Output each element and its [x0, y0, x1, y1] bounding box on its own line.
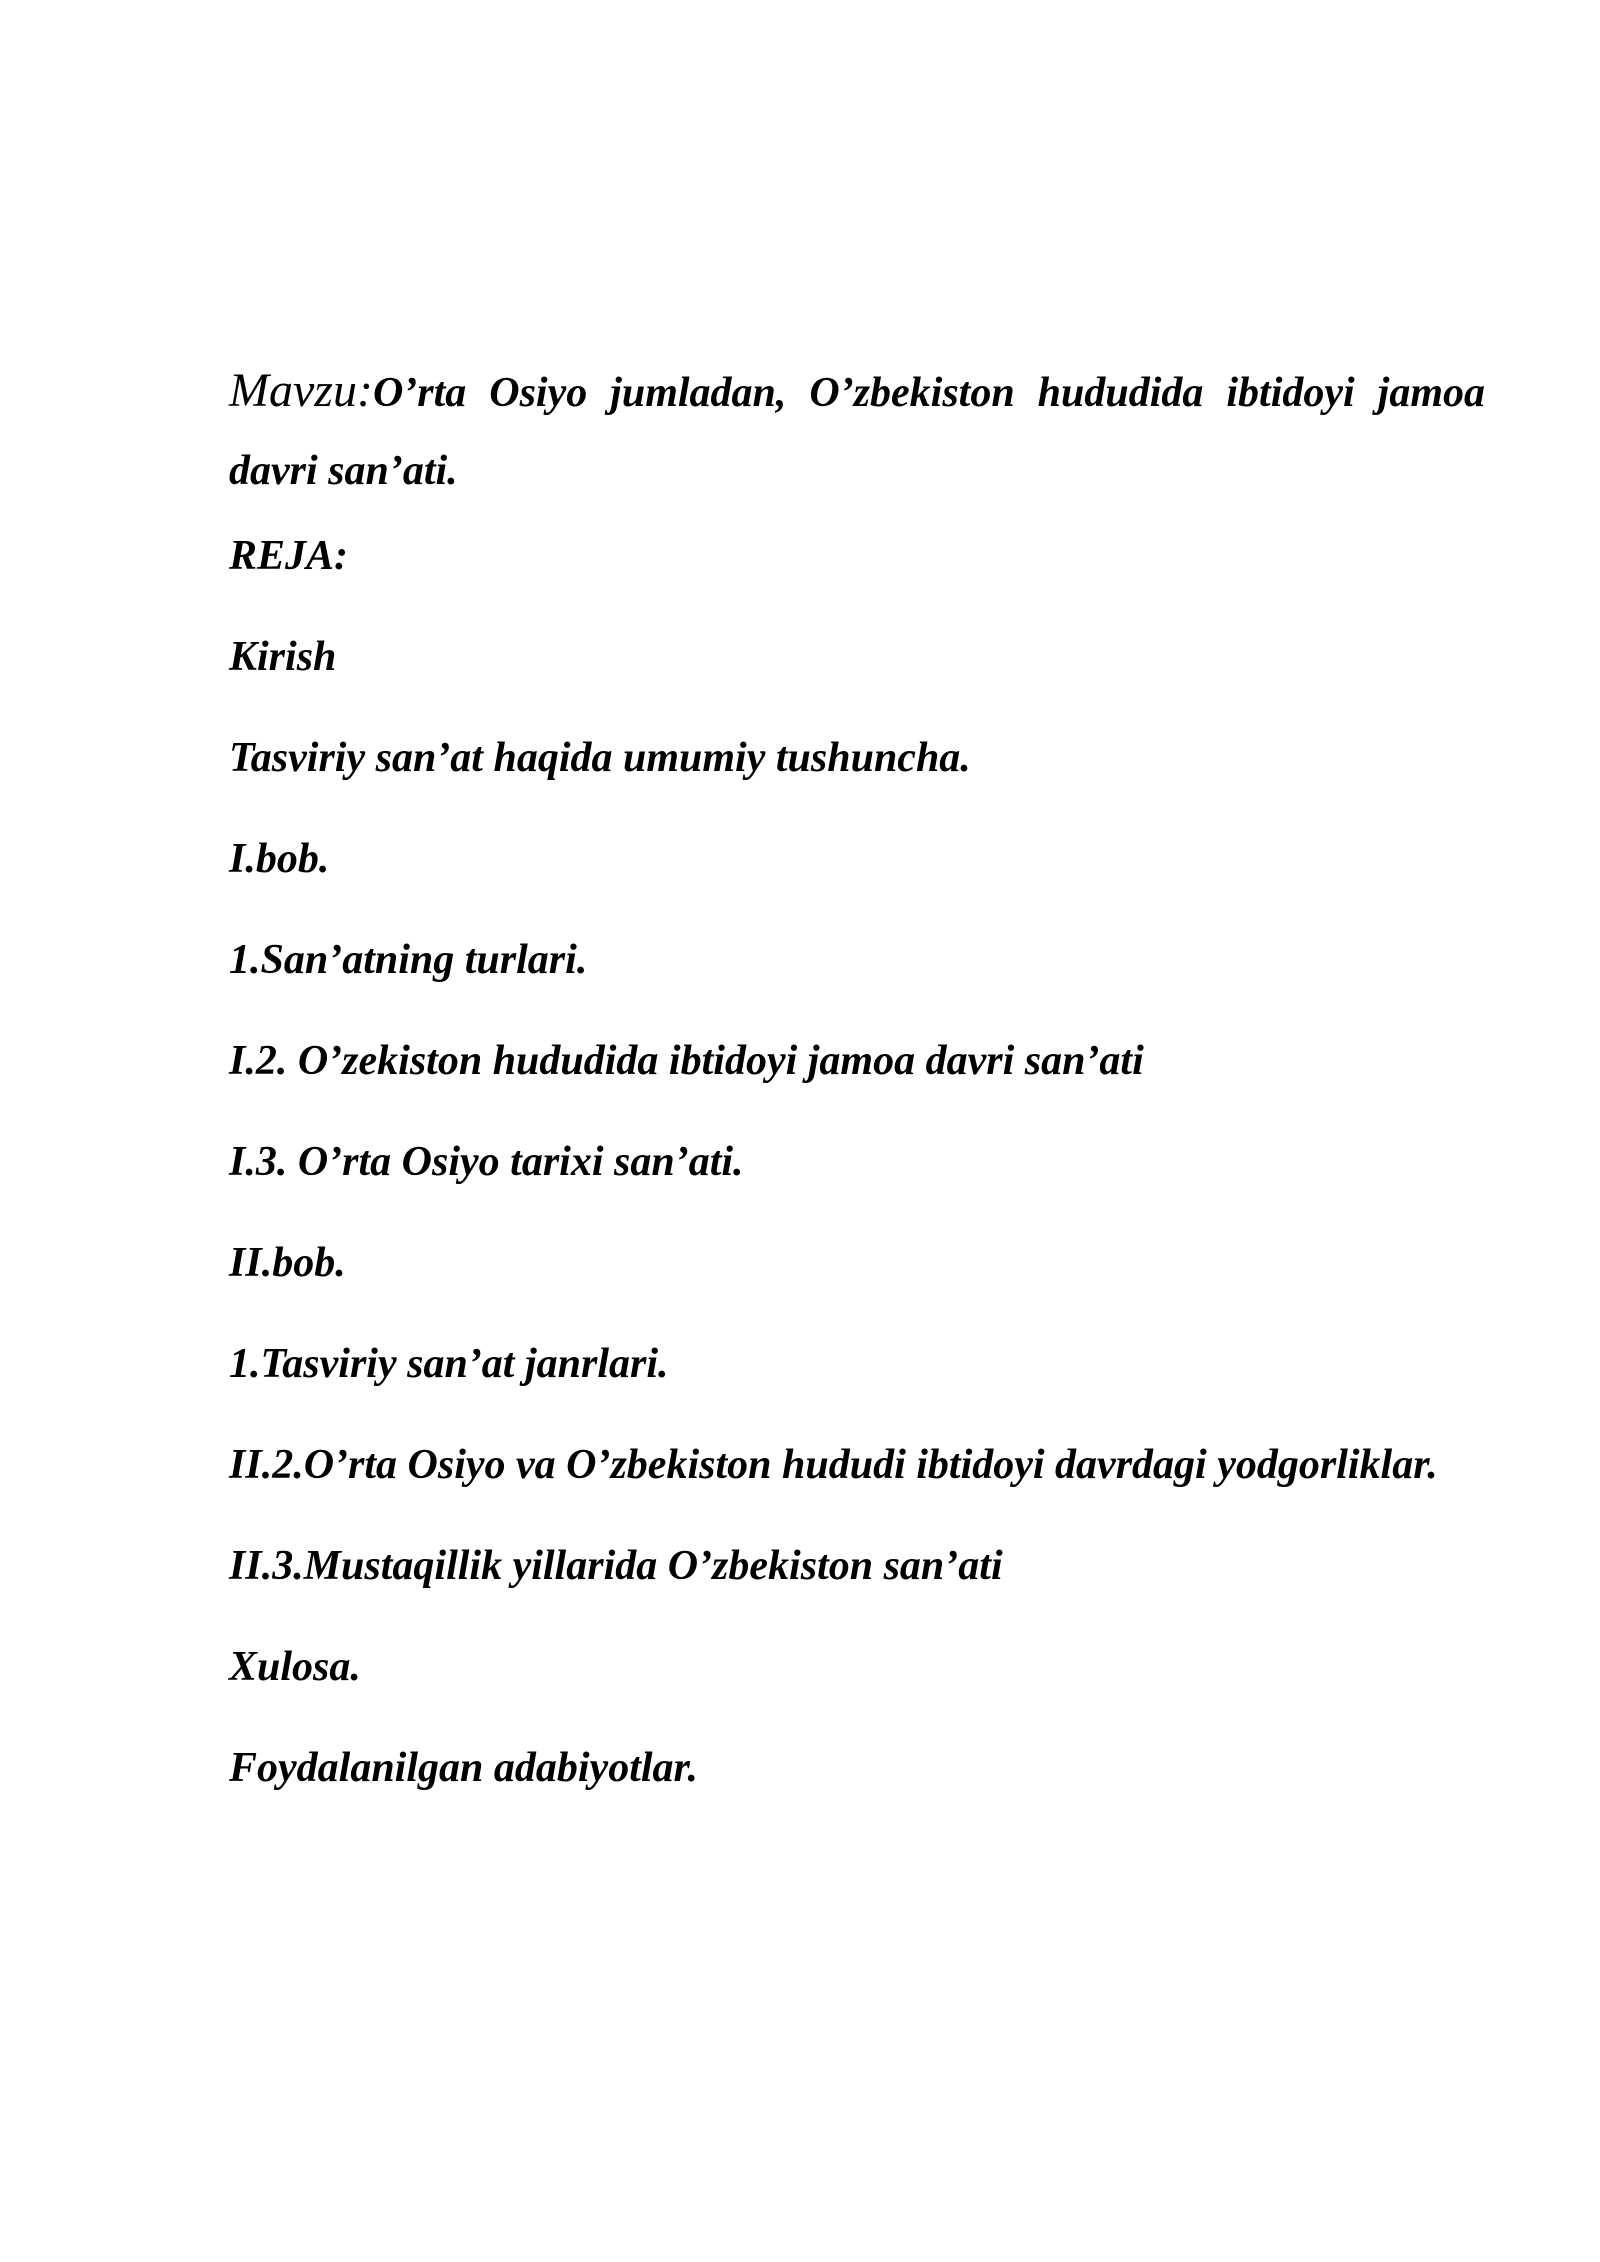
plan-item-1-3: I.3. O’rta Osiyo tarixi san’ati. [229, 1139, 744, 1185]
plan-item-1-2: I.2. O’zekiston hududida ibtidoyi jamoa davri san’ati [229, 1038, 1144, 1084]
plan-item-general-concept: Tasviriy san’at haqida umumiy tushuncha. [229, 735, 971, 781]
plan-item-chapter-2: II.bob. [229, 1240, 346, 1286]
plan-item-2-2: II.2.O’rta Osiyo va O’zbekiston hududi ibtidoyi davrdagi yodgorliklar. [229, 1442, 1438, 1488]
plan-item-1-1: 1.San’atning turlari. [229, 937, 588, 983]
plan-item-introduction: Kirish [229, 634, 337, 680]
plan-item-2-3: II.3.Mustaqillik yillarida O’zbekiston san’ati [229, 1543, 1003, 1589]
plan-item-references: Foydalanilgan adabiyotlar. [229, 1745, 699, 1791]
document-body [229, 352, 1485, 1844]
topic-label: Mavzu: [229, 364, 373, 417]
plan-item-conclusion: Xulosa. [229, 1644, 361, 1690]
plan-item-chapter-1: I.bob. [229, 836, 330, 882]
plan-heading: REJA: [229, 533, 349, 579]
topic-paragraph [229, 352, 1485, 510]
plan-item-2-1: 1.Tasviriy san’at janrlari. [229, 1341, 669, 1387]
topic-text: O’rta Osiyo jumladan, O’zbekiston hududida ibtidoyi jamoa davri san’ati. [229, 370, 1485, 494]
